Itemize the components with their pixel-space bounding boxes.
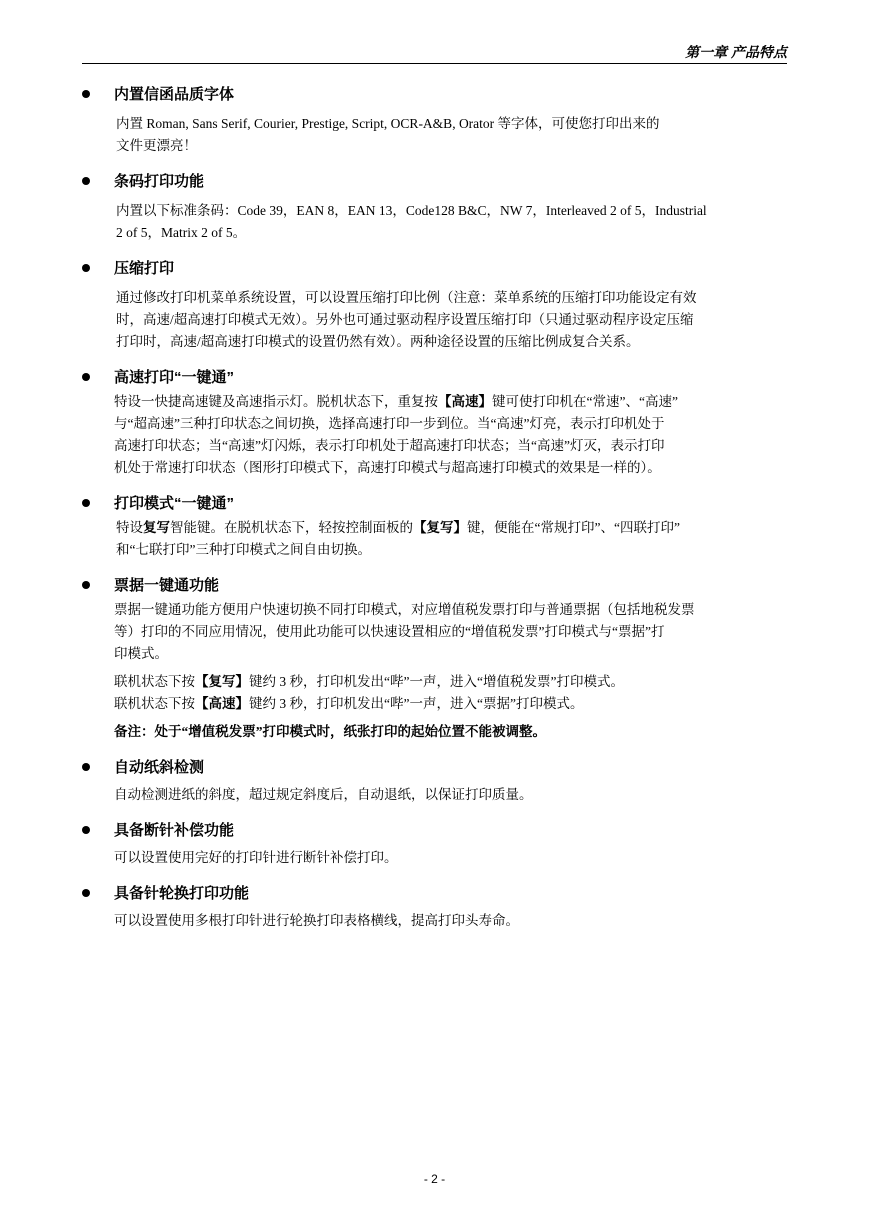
section-note: 备注：处于“增值税发票”打印模式时，纸张打印的起始位置不能被调整。 [114,724,546,739]
section-body [116,287,787,353]
bullet-icon [82,581,90,589]
body-line: 打印时，高速/超高速打印模式的设置仍然有效）。两种途径设置的压缩比例成复合关系。 [116,334,640,349]
section-body [116,113,787,157]
bullet-icon [82,826,90,834]
body-line: 通过修改打印机菜单系统设置，可以设置压缩打印比例（注意：菜单系统的压缩打印功能设定有效 [116,290,697,305]
section-print-mode-one-key [82,493,787,561]
body-line: 2 of 5，Matrix 2 of 5。 [116,225,247,240]
body-line: 与“超高速”三种打印状态之间切换，选择高速打印一步到位。当“高速”灯亮，表示打印机处于 [114,416,665,431]
section-title: 高速打印“一键通” [114,369,235,386]
bullet-icon [82,177,90,185]
body-line: 文件更漂亮！ [116,138,197,153]
body-line: 内置 Roman, Sans Serif, Courier, Prestige, Script, OCR-A&B, Orator 等字体，可使您打印出来的 [116,116,660,131]
section-pin-rotation [82,883,787,932]
section-title: 自动纸斜检测 [114,759,205,776]
body-line: 票据一键通功能方便用户快速切换不同打印模式，对应增值税发票打印与普通票据（包括地税发票 [114,602,695,617]
body-line: 和“七联打印”三种打印模式之间自由切换。 [116,542,371,557]
section-title: 压缩打印 [114,260,175,277]
section-title: 具备针轮换打印功能 [114,885,250,902]
section-instructions [114,671,787,715]
body-line: 可以设置使用完好的打印针进行断针补偿打印。 [114,850,398,865]
section-high-speed-one-key [82,367,787,479]
section-body [114,910,787,932]
section-title: 条码打印功能 [114,173,205,190]
section-body [114,391,787,479]
body-line: 特设复写智能键。在脱机状态下，轻按控制面板的【复写】键，便能在“常规打印”、“四联打印” [116,520,680,535]
section-auto-skew-detect [82,757,787,806]
section-barcode-printing [82,171,787,244]
key-label: 【复写】 [195,674,249,689]
body-line: 高速打印状态；当“高速”灯闪烁，表示打印机处于超高速打印状态；当“高速”灯灭，表示打印 [114,438,665,453]
section-letter-quality-fonts [82,84,787,157]
key-label: 【高速】 [438,394,492,409]
body-line: 自动检测进纸的斜度，超过规定斜度后，自动退纸，以保证打印质量。 [114,787,533,802]
bullet-icon [82,90,90,98]
section-body [114,599,787,665]
body-line: 可以设置使用多根打印针进行轮换打印表格横线，提高打印头寿命。 [114,913,519,928]
body-line: 时，高速/超高速打印模式无效）。另外也可通过驱动程序设置压缩打印（只通过驱动程序设定压缩 [116,312,694,327]
bullet-icon [82,264,90,272]
section-body [116,200,787,244]
page-content [82,84,787,932]
section-body [116,517,787,561]
body-line: 印模式。 [114,646,168,661]
body-line: 特设一快捷高速键及高速指示灯。脱机状态下，重复按【高速】键可使打印机在“常速”、“高速” [114,394,678,409]
section-body [114,784,787,806]
section-compressed-printing [82,258,787,353]
body-line: 联机状态下按【复写】键约 3 秒，打印机发出“哔”一声，进入“增值税发票”打印模式。 [114,674,624,689]
section-title: 具备断针补偿功能 [114,822,235,839]
section-title: 票据一键通功能 [114,577,220,594]
header-divider [82,63,787,64]
chapter-title: 第一章 产品特点 [685,44,787,60]
section-title: 内置信函品质字体 [114,86,235,103]
section-title: 打印模式“一键通” [114,495,235,512]
body-line: 机处于常速打印状态（图形打印模式下，高速打印模式与超高速打印模式的效果是一样的）。 [114,460,661,475]
section-body [114,847,787,869]
page-number: - 2 - [423,1172,446,1186]
bullet-icon [82,889,90,897]
bullet-icon [82,373,90,381]
bullet-icon [82,763,90,771]
section-broken-pin-compensation [82,820,787,869]
section-invoice-one-key [82,575,787,743]
key-label: 【复写】 [413,520,467,535]
body-line: 联机状态下按【高速】键约 3 秒，打印机发出“哔”一声，进入“票据”打印模式。 [114,696,584,711]
body-line: 内置以下标准条码：Code 39，EAN 8，EAN 13，Code128 B&C，NW 7，Interleaved 2 of 5，Industrial [116,203,707,218]
key-label: 【高速】 [195,696,249,711]
bullet-icon [82,499,90,507]
body-line: 等）打印的不同应用情况，使用此功能可以快速设置相应的“增值税发票”打印模式与“票据”打 [114,624,665,639]
